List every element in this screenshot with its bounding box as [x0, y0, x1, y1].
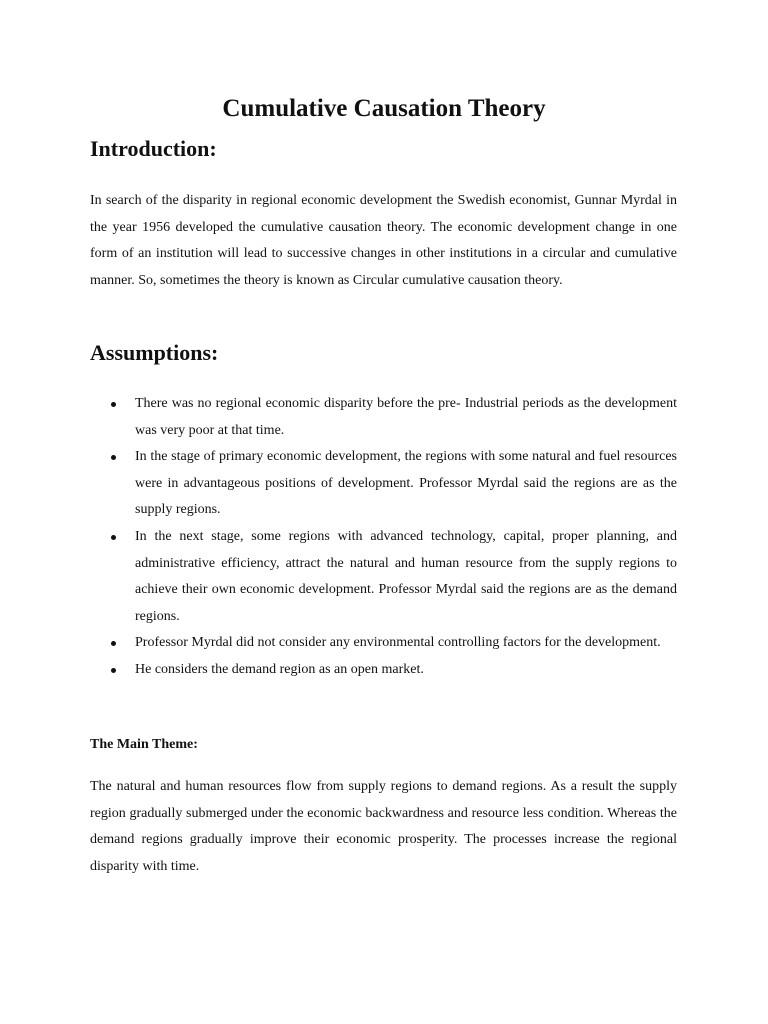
assumptions-list [90, 391, 677, 684]
list-item-text: In the next stage, some regions with advanced technology, capital, proper planning, and administrative efficiency, attract the natural and human resource from the supply regions to achieve their own economic development. Professor Myrdal said the regions are as the demand regions. [135, 528, 677, 624]
bullet-icon [111, 535, 116, 540]
bullet-icon [111, 402, 116, 407]
list-item-text: In the stage of primary economic development, the regions with some natural and fuel resources were in advantageous positions of development. Professor Myrdal said the regions are as the supply regions. [135, 449, 677, 518]
list-item [90, 524, 677, 630]
bullet-icon [111, 641, 116, 646]
main-theme-paragraph: The natural and human resources flow from supply regions to demand regions. As a result the supply region gradually submerged under the economic backwardness and resource less condition. Whereas the demand regions gradually improve their economic prosperity. The processes increase the regional disparity with time. [90, 779, 677, 874]
list-item-text: There was no regional economic disparity before the pre- Industrial periods as the development was very poor at that time. [135, 396, 677, 438]
main-theme-heading: The Main Theme: [90, 737, 198, 752]
list-item [90, 444, 677, 524]
introduction-heading: Introduction: [90, 136, 217, 161]
introduction-paragraph: In search of the disparity in regional economic development the Swedish economist, Gunnar Myrdal in the year 1956 developed the cumulative causation theory. The economic development change in one form of an institution will lead to successive changes in other institutions in a circular and cumulative manner. So, sometimes the theory is known as Circular cumulative causation theory. [90, 193, 677, 288]
list-item [90, 630, 677, 657]
list-item [90, 657, 677, 684]
bullet-icon [111, 668, 116, 673]
bullet-icon [111, 455, 116, 460]
document-title: Cumulative Causation Theory [222, 95, 546, 122]
list-item-text: He considers the demand region as an open market. [135, 661, 424, 677]
list-item-text: Professor Myrdal did not consider any environmental controlling factors for the development. [135, 635, 661, 651]
list-item [90, 391, 677, 444]
assumptions-heading: Assumptions: [90, 340, 219, 365]
